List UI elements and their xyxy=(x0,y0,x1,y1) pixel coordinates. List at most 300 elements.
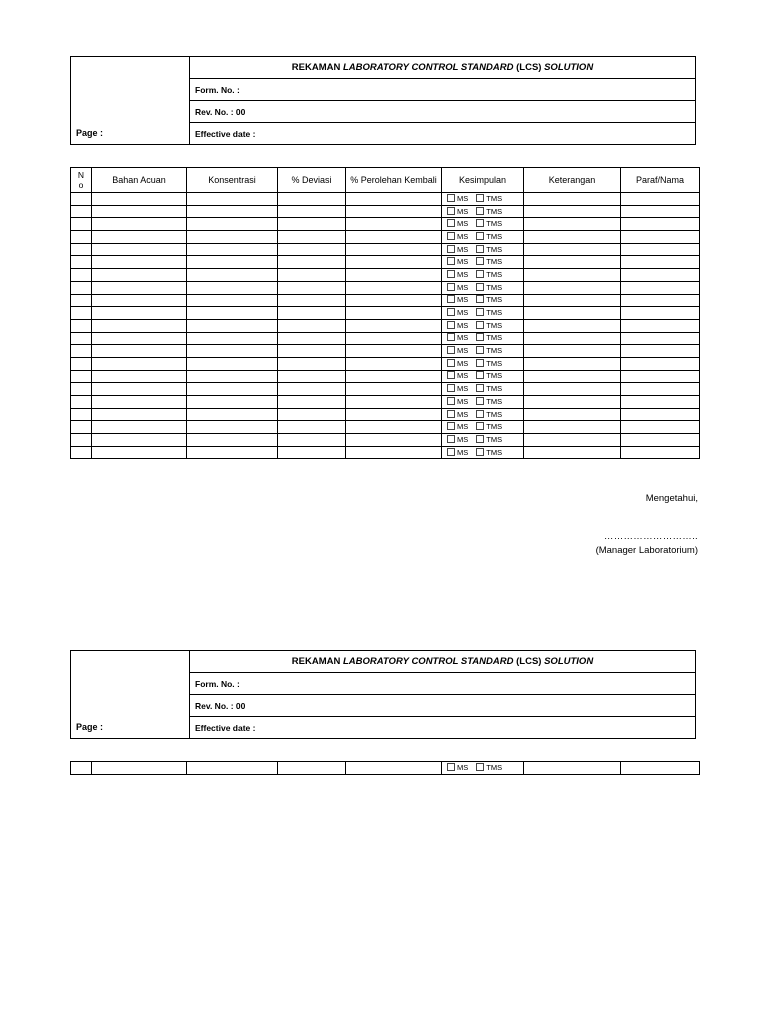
cell-deviasi[interactable] xyxy=(278,383,346,396)
cell-no[interactable] xyxy=(71,243,92,256)
table-row xyxy=(71,332,700,345)
cell-keterangan[interactable] xyxy=(524,421,621,434)
cell-no[interactable] xyxy=(71,281,92,294)
tms-label: TMS xyxy=(486,320,503,330)
cell-paraf-nama[interactable] xyxy=(621,243,700,256)
cell-keterangan[interactable] xyxy=(524,762,621,775)
cell-keterangan[interactable] xyxy=(524,269,621,282)
cell-konsentrasi[interactable] xyxy=(187,269,278,282)
manager-role: (Manager Laboratorium) xyxy=(595,545,698,556)
cell-deviasi[interactable] xyxy=(278,434,346,447)
cell-deviasi[interactable] xyxy=(278,307,346,320)
tms-checkbox[interactable] xyxy=(476,346,484,354)
cell-deviasi[interactable] xyxy=(278,370,346,383)
ms-checkbox[interactable] xyxy=(447,410,455,418)
rev-no: Rev. No. : 00 xyxy=(190,695,696,717)
cell-paraf-nama[interactable] xyxy=(621,421,700,434)
cell-perolehan-kembali[interactable] xyxy=(346,205,442,218)
cell-deviasi[interactable] xyxy=(278,294,346,307)
tms-checkbox[interactable] xyxy=(476,321,484,329)
tms-checkbox[interactable] xyxy=(476,207,484,215)
cell-kesimpulan[interactable] xyxy=(442,383,524,396)
cell-bahan-acuan[interactable] xyxy=(92,307,187,320)
tms-label: TMS xyxy=(486,409,503,419)
cell-keterangan[interactable] xyxy=(524,446,621,459)
cell-perolehan-kembali[interactable] xyxy=(346,256,442,269)
tms-label: TMS xyxy=(486,257,503,267)
ms-checkbox[interactable] xyxy=(447,422,455,430)
cell-deviasi[interactable] xyxy=(278,408,346,421)
effective-date: Effective date : xyxy=(190,123,696,145)
cell-keterangan[interactable] xyxy=(524,383,621,396)
tms-label: TMS xyxy=(486,269,503,279)
tms-checkbox[interactable] xyxy=(476,295,484,303)
form-header-page-2 xyxy=(70,650,696,739)
cell-no[interactable] xyxy=(71,383,92,396)
cell-no[interactable] xyxy=(71,307,92,320)
ms-checkbox[interactable] xyxy=(447,435,455,443)
cell-deviasi[interactable] xyxy=(278,357,346,370)
cell-perolehan-kembali[interactable] xyxy=(346,370,442,383)
ms-label: MS xyxy=(457,447,469,457)
cell-perolehan-kembali[interactable] xyxy=(346,408,442,421)
cell-konsentrasi[interactable] xyxy=(187,294,278,307)
cell-perolehan-kembali[interactable] xyxy=(346,294,442,307)
tms-label: TMS xyxy=(486,396,503,406)
cell-deviasi[interactable] xyxy=(278,256,346,269)
effective-date: Effective date : xyxy=(190,717,696,739)
cell-bahan-acuan[interactable] xyxy=(92,357,187,370)
form-title: REKAMAN LABORATORY CONTROL STANDARD (LCS) SOLUTION xyxy=(190,651,696,673)
cell-kesimpulan[interactable] xyxy=(442,319,524,332)
cell-keterangan[interactable] xyxy=(524,345,621,358)
ms-checkbox[interactable] xyxy=(447,283,455,291)
cell-no[interactable] xyxy=(71,332,92,345)
cell-bahan-acuan[interactable] xyxy=(92,345,187,358)
cell-paraf-nama[interactable] xyxy=(621,434,700,447)
cell-paraf-nama[interactable] xyxy=(621,319,700,332)
col-no: N o xyxy=(71,168,92,193)
cell-perolehan-kembali[interactable] xyxy=(346,243,442,256)
cell-keterangan[interactable] xyxy=(524,370,621,383)
cell-keterangan[interactable] xyxy=(524,434,621,447)
ms-label: MS xyxy=(457,333,469,343)
cell-kesimpulan[interactable] xyxy=(442,307,524,320)
cell-konsentrasi[interactable] xyxy=(187,332,278,345)
tms-checkbox[interactable] xyxy=(476,308,484,316)
cell-kesimpulan[interactable] xyxy=(442,294,524,307)
ms-label: MS xyxy=(457,231,469,241)
cell-bahan-acuan[interactable] xyxy=(92,370,187,383)
cell-bahan-acuan[interactable] xyxy=(92,421,187,434)
cell-keterangan[interactable] xyxy=(524,357,621,370)
cell-keterangan[interactable] xyxy=(524,256,621,269)
signature-line: ……………………….. xyxy=(603,531,698,542)
ms-label: MS xyxy=(457,434,469,444)
tms-label: TMS xyxy=(486,346,503,356)
ms-checkbox[interactable] xyxy=(447,257,455,265)
cell-bahan-acuan[interactable] xyxy=(92,319,187,332)
cell-deviasi[interactable] xyxy=(278,396,346,409)
tms-checkbox[interactable] xyxy=(476,410,484,418)
cell-konsentrasi[interactable] xyxy=(187,243,278,256)
tms-label: TMS xyxy=(486,244,503,254)
cell-paraf-nama[interactable] xyxy=(621,332,700,345)
cell-paraf-nama[interactable] xyxy=(621,408,700,421)
rev-no: Rev. No. : 00 xyxy=(190,101,696,123)
cell-perolehan-kembali[interactable] xyxy=(346,434,442,447)
cell-deviasi[interactable] xyxy=(278,281,346,294)
ms-checkbox[interactable] xyxy=(447,397,455,405)
cell-bahan-acuan[interactable] xyxy=(92,434,187,447)
col-konsentrasi: Konsentrasi xyxy=(187,168,278,193)
tms-label: TMS xyxy=(486,358,503,368)
ms-label: MS xyxy=(457,384,469,394)
ms-label: MS xyxy=(457,269,469,279)
col-paraf-nama: Paraf/Nama xyxy=(621,168,700,193)
cell-no[interactable] xyxy=(71,762,92,775)
cell-no[interactable] xyxy=(71,434,92,447)
cell-deviasi[interactable] xyxy=(278,319,346,332)
tms-checkbox[interactable] xyxy=(476,448,484,456)
cell-no[interactable] xyxy=(71,345,92,358)
cell-deviasi[interactable] xyxy=(278,421,346,434)
table-row xyxy=(71,446,700,459)
cell-bahan-acuan[interactable] xyxy=(92,294,187,307)
cell-kesimpulan[interactable] xyxy=(442,370,524,383)
tms-checkbox[interactable] xyxy=(476,245,484,253)
tms-label: TMS xyxy=(486,282,503,292)
table-row xyxy=(71,256,700,269)
cell-keterangan[interactable] xyxy=(524,396,621,409)
cell-kesimpulan[interactable] xyxy=(442,205,524,218)
cell-perolehan-kembali[interactable] xyxy=(346,446,442,459)
cell-perolehan-kembali[interactable] xyxy=(346,762,442,775)
cell-bahan-acuan[interactable] xyxy=(92,256,187,269)
tms-label: TMS xyxy=(486,434,503,444)
cell-perolehan-kembali[interactable] xyxy=(346,193,442,206)
ms-label: MS xyxy=(457,371,469,381)
tms-checkbox[interactable] xyxy=(476,219,484,227)
lcs-table-page-2 xyxy=(70,761,700,775)
tms-checkbox[interactable] xyxy=(476,257,484,265)
cell-konsentrasi[interactable] xyxy=(187,231,278,244)
cell-perolehan-kembali[interactable] xyxy=(346,345,442,358)
cell-kesimpulan[interactable] xyxy=(442,243,524,256)
table-row xyxy=(71,370,700,383)
cell-bahan-acuan[interactable] xyxy=(92,408,187,421)
cell-konsentrasi[interactable] xyxy=(187,357,278,370)
cell-deviasi[interactable] xyxy=(278,762,346,775)
ms-label: MS xyxy=(457,308,469,318)
cell-bahan-acuan[interactable] xyxy=(92,762,187,775)
cell-konsentrasi[interactable] xyxy=(187,205,278,218)
cell-deviasi[interactable] xyxy=(278,243,346,256)
cell-perolehan-kembali[interactable] xyxy=(346,332,442,345)
cell-bahan-acuan[interactable] xyxy=(92,446,187,459)
cell-no[interactable] xyxy=(71,408,92,421)
cell-deviasi[interactable] xyxy=(278,193,346,206)
tms-label: TMS xyxy=(486,219,503,229)
cell-paraf-nama[interactable] xyxy=(621,357,700,370)
cell-kesimpulan[interactable] xyxy=(442,446,524,459)
cell-no[interactable] xyxy=(71,357,92,370)
cell-konsentrasi[interactable] xyxy=(187,281,278,294)
cell-no[interactable] xyxy=(71,370,92,383)
cell-paraf-nama[interactable] xyxy=(621,205,700,218)
cell-konsentrasi[interactable] xyxy=(187,193,278,206)
table-row xyxy=(71,408,700,421)
tms-label: TMS xyxy=(486,762,503,772)
cell-konsentrasi[interactable] xyxy=(187,383,278,396)
table-row xyxy=(71,434,700,447)
ms-label: MS xyxy=(457,358,469,368)
cell-perolehan-kembali[interactable] xyxy=(346,231,442,244)
cell-keterangan[interactable] xyxy=(524,281,621,294)
ms-label: MS xyxy=(457,396,469,406)
cell-paraf-nama[interactable] xyxy=(621,231,700,244)
tms-checkbox[interactable] xyxy=(476,371,484,379)
cell-perolehan-kembali[interactable] xyxy=(346,218,442,231)
col-keterangan: Keterangan xyxy=(524,168,621,193)
logo-cell xyxy=(71,57,190,123)
cell-paraf-nama[interactable] xyxy=(621,193,700,206)
cell-konsentrasi[interactable] xyxy=(187,408,278,421)
ms-checkbox[interactable] xyxy=(447,359,455,367)
ms-checkbox[interactable] xyxy=(447,371,455,379)
acknowledged-label: Mengetahui, xyxy=(645,493,698,504)
ms-checkbox[interactable] xyxy=(447,308,455,316)
cell-kesimpulan[interactable] xyxy=(442,396,524,409)
tms-checkbox[interactable] xyxy=(476,333,484,341)
page-label: Page : xyxy=(71,123,190,145)
cell-konsentrasi[interactable] xyxy=(187,396,278,409)
cell-konsentrasi[interactable] xyxy=(187,421,278,434)
ms-checkbox[interactable] xyxy=(447,219,455,227)
table-row xyxy=(71,294,700,307)
cell-konsentrasi[interactable] xyxy=(187,256,278,269)
table-row xyxy=(71,243,700,256)
logo-cell xyxy=(71,651,190,717)
ms-checkbox[interactable] xyxy=(447,245,455,253)
table-header-row xyxy=(71,168,700,193)
cell-no[interactable] xyxy=(71,446,92,459)
cell-kesimpulan[interactable] xyxy=(442,357,524,370)
cell-perolehan-kembali[interactable] xyxy=(346,383,442,396)
cell-perolehan-kembali[interactable] xyxy=(346,319,442,332)
table-row xyxy=(71,281,700,294)
table-row xyxy=(71,345,700,358)
cell-no[interactable] xyxy=(71,218,92,231)
table-row xyxy=(71,231,700,244)
ms-label: MS xyxy=(457,282,469,292)
cell-paraf-nama[interactable] xyxy=(621,218,700,231)
cell-perolehan-kembali[interactable] xyxy=(346,307,442,320)
page-label: Page : xyxy=(71,717,190,739)
cell-paraf-nama[interactable] xyxy=(621,345,700,358)
cell-bahan-acuan[interactable] xyxy=(92,231,187,244)
cell-paraf-nama[interactable] xyxy=(621,396,700,409)
cell-kesimpulan[interactable] xyxy=(442,345,524,358)
cell-keterangan[interactable] xyxy=(524,231,621,244)
ms-checkbox[interactable] xyxy=(447,763,455,771)
cell-deviasi[interactable] xyxy=(278,231,346,244)
cell-kesimpulan[interactable] xyxy=(442,218,524,231)
ms-checkbox[interactable] xyxy=(447,333,455,341)
cell-bahan-acuan[interactable] xyxy=(92,205,187,218)
cell-perolehan-kembali[interactable] xyxy=(346,421,442,434)
cell-keterangan[interactable] xyxy=(524,243,621,256)
ms-checkbox[interactable] xyxy=(447,295,455,303)
cell-paraf-nama[interactable] xyxy=(621,307,700,320)
cell-deviasi[interactable] xyxy=(278,332,346,345)
ms-label: MS xyxy=(457,244,469,254)
tms-checkbox[interactable] xyxy=(476,232,484,240)
cell-deviasi[interactable] xyxy=(278,205,346,218)
cell-konsentrasi[interactable] xyxy=(187,345,278,358)
tms-label: TMS xyxy=(486,295,503,305)
cell-kesimpulan[interactable] xyxy=(442,231,524,244)
cell-perolehan-kembali[interactable] xyxy=(346,396,442,409)
cell-konsentrasi[interactable] xyxy=(187,446,278,459)
table-row xyxy=(71,205,700,218)
cell-keterangan[interactable] xyxy=(524,307,621,320)
tms-label: TMS xyxy=(486,206,503,216)
tms-label: TMS xyxy=(486,384,503,394)
cell-paraf-nama[interactable] xyxy=(621,762,700,775)
cell-paraf-nama[interactable] xyxy=(621,294,700,307)
tms-checkbox[interactable] xyxy=(476,384,484,392)
tms-label: TMS xyxy=(486,333,503,343)
cell-perolehan-kembali[interactable] xyxy=(346,281,442,294)
ms-checkbox[interactable] xyxy=(447,232,455,240)
col-perolehan-kembali: % Perolehan Kembali xyxy=(346,168,442,193)
cell-keterangan[interactable] xyxy=(524,332,621,345)
cell-kesimpulan[interactable] xyxy=(442,269,524,282)
tms-checkbox[interactable] xyxy=(476,359,484,367)
tms-checkbox[interactable] xyxy=(476,270,484,278)
tms-checkbox[interactable] xyxy=(476,422,484,430)
cell-konsentrasi[interactable] xyxy=(187,218,278,231)
cell-kesimpulan[interactable] xyxy=(442,762,524,775)
cell-perolehan-kembali[interactable] xyxy=(346,269,442,282)
cell-keterangan[interactable] xyxy=(524,319,621,332)
cell-keterangan[interactable] xyxy=(524,193,621,206)
cell-paraf-nama[interactable] xyxy=(621,281,700,294)
cell-bahan-acuan[interactable] xyxy=(92,269,187,282)
cell-deviasi[interactable] xyxy=(278,345,346,358)
cell-kesimpulan[interactable] xyxy=(442,434,524,447)
cell-keterangan[interactable] xyxy=(524,218,621,231)
form-no: Form. No. : xyxy=(190,79,696,101)
cell-no[interactable] xyxy=(71,319,92,332)
cell-bahan-acuan[interactable] xyxy=(92,193,187,206)
cell-no[interactable] xyxy=(71,256,92,269)
cell-keterangan[interactable] xyxy=(524,408,621,421)
cell-konsentrasi[interactable] xyxy=(187,307,278,320)
cell-konsentrasi[interactable] xyxy=(187,319,278,332)
cell-konsentrasi[interactable] xyxy=(187,762,278,775)
cell-deviasi[interactable] xyxy=(278,218,346,231)
cell-no[interactable] xyxy=(71,294,92,307)
cell-kesimpulan[interactable] xyxy=(442,421,524,434)
ms-checkbox[interactable] xyxy=(447,321,455,329)
lcs-table xyxy=(70,167,700,459)
cell-kesimpulan[interactable] xyxy=(442,332,524,345)
ms-checkbox[interactable] xyxy=(447,346,455,354)
table-row xyxy=(71,396,700,409)
ms-label: MS xyxy=(457,257,469,267)
table-row xyxy=(71,762,700,775)
cell-bahan-acuan[interactable] xyxy=(92,243,187,256)
cell-no[interactable] xyxy=(71,421,92,434)
cell-bahan-acuan[interactable] xyxy=(92,383,187,396)
ms-label: MS xyxy=(457,206,469,216)
ms-label: MS xyxy=(457,409,469,419)
tms-label: TMS xyxy=(486,371,503,381)
ms-checkbox[interactable] xyxy=(447,448,455,456)
ms-checkbox[interactable] xyxy=(447,194,455,202)
cell-no[interactable] xyxy=(71,396,92,409)
table-row xyxy=(71,421,700,434)
cell-konsentrasi[interactable] xyxy=(187,370,278,383)
cell-keterangan[interactable] xyxy=(524,205,621,218)
cell-no[interactable] xyxy=(71,205,92,218)
cell-bahan-acuan[interactable] xyxy=(92,218,187,231)
tms-checkbox[interactable] xyxy=(476,194,484,202)
table-row xyxy=(71,357,700,370)
ms-checkbox[interactable] xyxy=(447,384,455,392)
cell-bahan-acuan[interactable] xyxy=(92,332,187,345)
cell-paraf-nama[interactable] xyxy=(621,269,700,282)
cell-kesimpulan[interactable] xyxy=(442,193,524,206)
tms-checkbox[interactable] xyxy=(476,283,484,291)
tms-checkbox[interactable] xyxy=(476,763,484,771)
cell-konsentrasi[interactable] xyxy=(187,434,278,447)
cell-paraf-nama[interactable] xyxy=(621,370,700,383)
tms-checkbox[interactable] xyxy=(476,397,484,405)
ms-label: MS xyxy=(457,295,469,305)
cell-bahan-acuan[interactable] xyxy=(92,396,187,409)
cell-deviasi[interactable] xyxy=(278,446,346,459)
ms-label: MS xyxy=(457,422,469,432)
cell-kesimpulan[interactable] xyxy=(442,281,524,294)
col-deviasi: % Deviasi xyxy=(278,168,346,193)
cell-bahan-acuan[interactable] xyxy=(92,281,187,294)
cell-no[interactable] xyxy=(71,269,92,282)
ms-checkbox[interactable] xyxy=(447,207,455,215)
tms-checkbox[interactable] xyxy=(476,435,484,443)
cell-keterangan[interactable] xyxy=(524,294,621,307)
cell-no[interactable] xyxy=(71,231,92,244)
ms-checkbox[interactable] xyxy=(447,270,455,278)
cell-no[interactable] xyxy=(71,193,92,206)
col-kesimpulan: Kesimpulan xyxy=(442,168,524,193)
cell-deviasi[interactable] xyxy=(278,269,346,282)
cell-perolehan-kembali[interactable] xyxy=(346,357,442,370)
cell-paraf-nama[interactable] xyxy=(621,256,700,269)
ms-label: MS xyxy=(457,193,469,203)
form-no: Form. No. : xyxy=(190,673,696,695)
tms-label: TMS xyxy=(486,193,503,203)
ms-label: MS xyxy=(457,346,469,356)
cell-kesimpulan[interactable] xyxy=(442,256,524,269)
cell-kesimpulan[interactable] xyxy=(442,408,524,421)
cell-paraf-nama[interactable] xyxy=(621,383,700,396)
tms-label: TMS xyxy=(486,422,503,432)
col-bahan-acuan: Bahan Acuan xyxy=(92,168,187,193)
cell-paraf-nama[interactable] xyxy=(621,446,700,459)
